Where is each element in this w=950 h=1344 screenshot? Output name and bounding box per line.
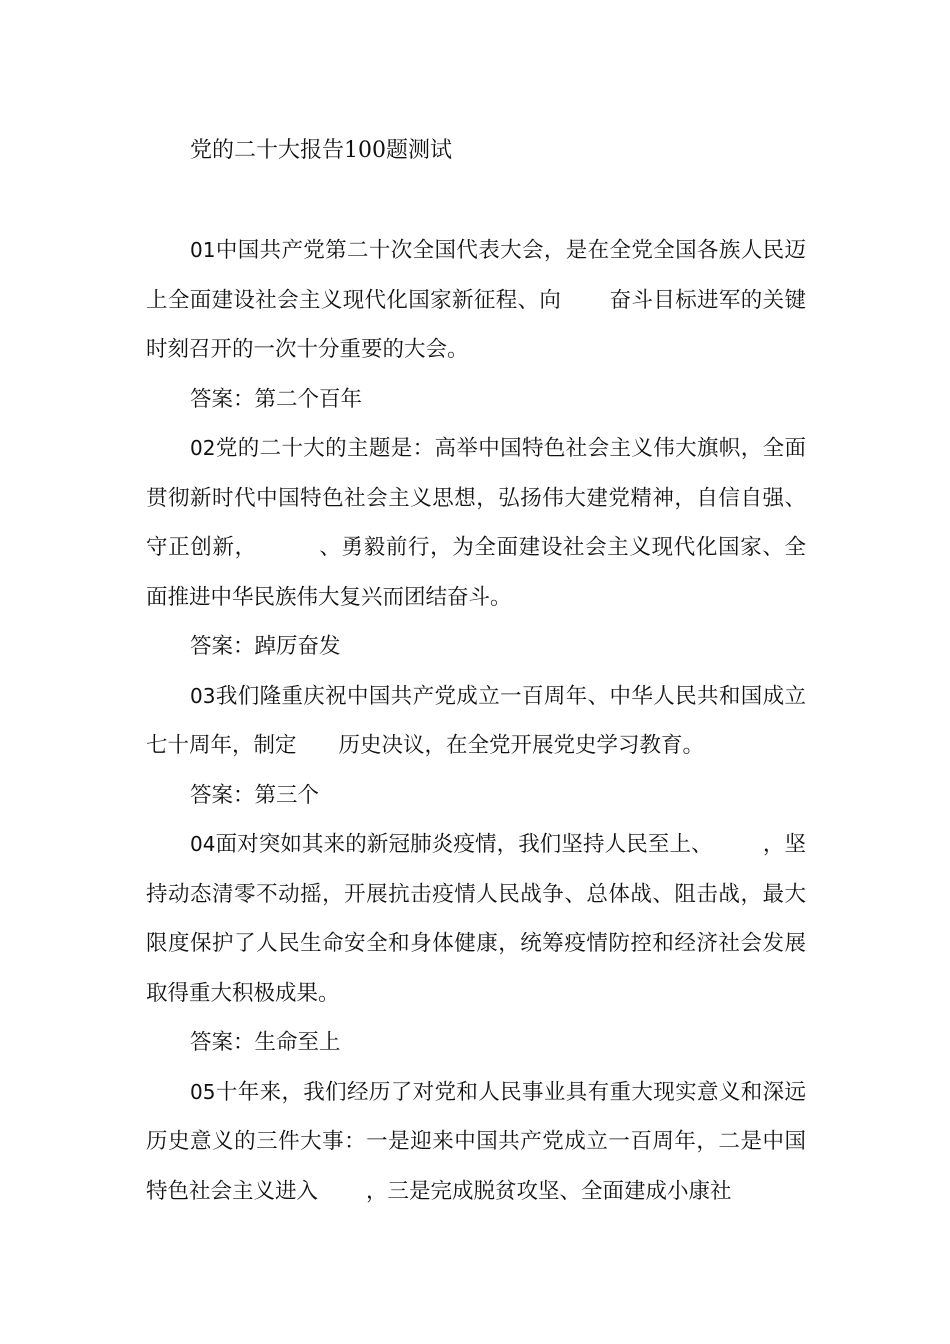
question-text: 党的二十大的主题是：高举中国特色社会主义伟大旗帜，全面贯彻新时代中国特色社会主义思想，弘扬伟大建党精神，自信自强、守正创新， (146, 436, 806, 560)
question-05 (146, 1068, 806, 1217)
question-text: 历史决议，在全党开展党史学习教育。 (338, 733, 705, 758)
answer-01: 答案：第二个百年 (190, 386, 363, 412)
question-number: 04 (190, 832, 216, 856)
question-text: 中国共产党第二十次全国代表大会，是在全党全国各族人民迈上全面建设社会主义现代化国家新征程、向 (146, 238, 806, 313)
question-number: 01 (190, 238, 216, 262)
question-01 (146, 226, 806, 375)
question-text: 、勇毅前行，为全面建设社会主义现代化国家、全面推进中华民族伟大复兴而团结奋斗。 (146, 535, 806, 610)
answer-04: 答案：生命至上 (190, 1030, 341, 1055)
question-text: 奋斗目标进军的关键时刻召开的一次十分重要的大会。 (146, 287, 806, 362)
question-02 (146, 424, 806, 622)
document-body (146, 226, 806, 1216)
question-number: 05 (190, 1079, 216, 1104)
question-text: 我们隆重庆祝中国共产党成立一百周年、中华人民共和国成立七十周年，制定 (146, 683, 806, 758)
document-title: 党的二十大报告100题测试 (190, 138, 452, 163)
answer-02: 答案：踔厉奋发 (190, 634, 341, 659)
question-number: 03 (190, 683, 216, 708)
question-text: ，三是完成脱贫攻坚、全面建成小康社 (366, 1178, 732, 1204)
question-text: 十年来，我们经历了对党和人民事业具有重大现实意义和深远历史意义的三件大事：一是迎来中国共产党成立一百周年，二是中国特色社会主义进入 (146, 1079, 806, 1204)
answer-03: 答案：第三个 (190, 782, 320, 808)
question-03 (146, 672, 806, 771)
question-text: 面对突如其来的新冠肺炎疫情，我们坚持人民至上、 (215, 832, 713, 857)
question-number: 02 (190, 436, 216, 460)
question-text: ，坚持动态清零不动摇，开展抗击疫情人民战争、总体战、阻击战，最大限度保护了人民生命安全和身体健康，统筹疫情防控和经济社会发展取得重大积极成果。 (146, 832, 806, 1006)
question-04 (146, 820, 806, 1018)
